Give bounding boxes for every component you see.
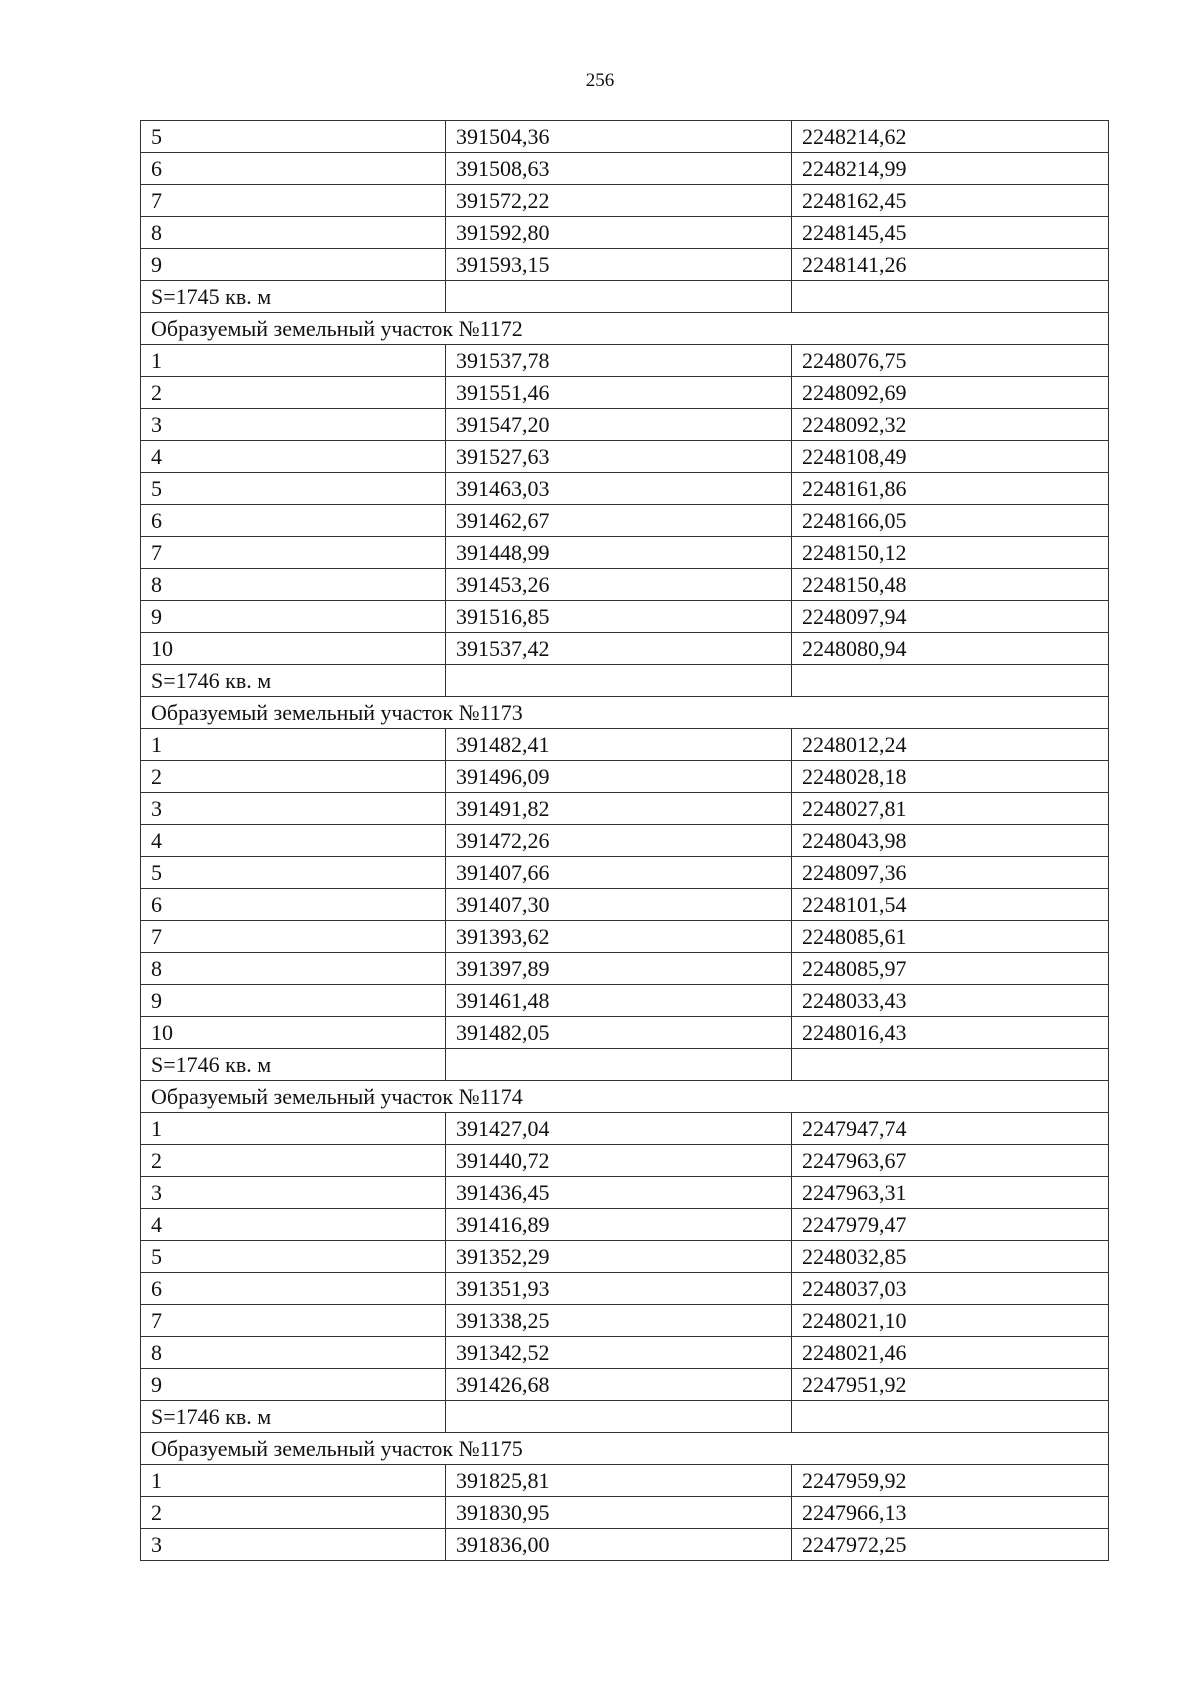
- x-coordinate-cell: 391482,41: [446, 729, 792, 761]
- table-row: [141, 569, 1109, 601]
- point-number-cell: 3: [141, 409, 446, 441]
- point-number-cell: 9: [141, 601, 446, 633]
- table-row: [141, 857, 1109, 889]
- plot-header-row: [141, 697, 1109, 729]
- point-number-cell: 1: [141, 345, 446, 377]
- point-number-cell: 1: [141, 1113, 446, 1145]
- area-row: [141, 281, 1109, 313]
- x-coordinate-cell: 391463,03: [446, 473, 792, 505]
- table-row: [141, 377, 1109, 409]
- x-coordinate-cell: 391593,15: [446, 249, 792, 281]
- point-number-cell: 1: [141, 1465, 446, 1497]
- y-coordinate-cell: 2248028,18: [792, 761, 1109, 793]
- plot-header-row: [141, 1433, 1109, 1465]
- x-coordinate-cell: 391527,63: [446, 441, 792, 473]
- plot-header-cell: Образуемый земельный участок №1175: [141, 1433, 1109, 1465]
- x-coordinate-cell: 391592,80: [446, 217, 792, 249]
- table-row: [141, 985, 1109, 1017]
- table-row: [141, 409, 1109, 441]
- table-row: [141, 1017, 1109, 1049]
- point-number-cell: 4: [141, 441, 446, 473]
- x-coordinate-cell: 391407,66: [446, 857, 792, 889]
- y-coordinate-cell: 2248214,99: [792, 153, 1109, 185]
- point-number-cell: 8: [141, 569, 446, 601]
- x-coordinate-cell: 391537,78: [446, 345, 792, 377]
- x-coordinate-cell: 391482,05: [446, 1017, 792, 1049]
- y-coordinate-cell: 2248080,94: [792, 633, 1109, 665]
- area-cell: S=1746 кв. м: [141, 1401, 446, 1433]
- y-coordinate-cell: 2248092,69: [792, 377, 1109, 409]
- table-row: [141, 185, 1109, 217]
- plot-header-cell: Образуемый земельный участок №1172: [141, 313, 1109, 345]
- table-row: [141, 1209, 1109, 1241]
- empty-cell: [792, 665, 1109, 697]
- y-coordinate-cell: 2247963,31: [792, 1177, 1109, 1209]
- x-coordinate-cell: 391504,36: [446, 121, 792, 153]
- y-coordinate-cell: 2247951,92: [792, 1369, 1109, 1401]
- y-coordinate-cell: 2248161,86: [792, 473, 1109, 505]
- table-row: [141, 1529, 1109, 1561]
- point-number-cell: 3: [141, 1177, 446, 1209]
- y-coordinate-cell: 2248166,05: [792, 505, 1109, 537]
- page-number: 256: [585, 70, 615, 91]
- table-row: [141, 1497, 1109, 1529]
- point-number-cell: 7: [141, 921, 446, 953]
- point-number-cell: 6: [141, 1273, 446, 1305]
- y-coordinate-cell: 2248097,94: [792, 601, 1109, 633]
- y-coordinate-cell: 2248092,32: [792, 409, 1109, 441]
- y-coordinate-cell: 2248101,54: [792, 889, 1109, 921]
- table-row: [141, 1177, 1109, 1209]
- y-coordinate-cell: 2248141,26: [792, 249, 1109, 281]
- y-coordinate-cell: 2247966,13: [792, 1497, 1109, 1529]
- y-coordinate-cell: 2248021,10: [792, 1305, 1109, 1337]
- point-number-cell: 5: [141, 857, 446, 889]
- table-row: [141, 953, 1109, 985]
- y-coordinate-cell: 2248016,43: [792, 1017, 1109, 1049]
- point-number-cell: 1: [141, 729, 446, 761]
- table-row: [141, 729, 1109, 761]
- x-coordinate-cell: 391491,82: [446, 793, 792, 825]
- table-row: [141, 921, 1109, 953]
- x-coordinate-cell: 391462,67: [446, 505, 792, 537]
- plot-header-row: [141, 1081, 1109, 1113]
- table-row: [141, 441, 1109, 473]
- y-coordinate-cell: 2248037,03: [792, 1273, 1109, 1305]
- y-coordinate-cell: 2247963,67: [792, 1145, 1109, 1177]
- table-row: [141, 249, 1109, 281]
- x-coordinate-cell: 391352,29: [446, 1241, 792, 1273]
- y-coordinate-cell: 2248108,49: [792, 441, 1109, 473]
- x-coordinate-cell: 391516,85: [446, 601, 792, 633]
- point-number-cell: 7: [141, 537, 446, 569]
- area-row: [141, 665, 1109, 697]
- y-coordinate-cell: 2248150,48: [792, 569, 1109, 601]
- point-number-cell: 6: [141, 889, 446, 921]
- point-number-cell: 10: [141, 633, 446, 665]
- x-coordinate-cell: 391397,89: [446, 953, 792, 985]
- table-row: [141, 889, 1109, 921]
- point-number-cell: 9: [141, 249, 446, 281]
- point-number-cell: 2: [141, 761, 446, 793]
- y-coordinate-cell: 2248150,12: [792, 537, 1109, 569]
- area-cell: S=1746 кв. м: [141, 665, 446, 697]
- table-row: [141, 345, 1109, 377]
- y-coordinate-cell: 2247947,74: [792, 1113, 1109, 1145]
- point-number-cell: 2: [141, 1497, 446, 1529]
- y-coordinate-cell: 2248085,61: [792, 921, 1109, 953]
- x-coordinate-cell: 391830,95: [446, 1497, 792, 1529]
- table-row: [141, 633, 1109, 665]
- table-row: [141, 537, 1109, 569]
- y-coordinate-cell: 2248162,45: [792, 185, 1109, 217]
- empty-cell: [446, 665, 792, 697]
- point-number-cell: 10: [141, 1017, 446, 1049]
- empty-cell: [446, 1401, 792, 1433]
- table-row: [141, 1369, 1109, 1401]
- point-number-cell: 5: [141, 1241, 446, 1273]
- plot-header-row: [141, 313, 1109, 345]
- y-coordinate-cell: 2248021,46: [792, 1337, 1109, 1369]
- table-row: [141, 761, 1109, 793]
- table-row: [141, 1113, 1109, 1145]
- x-coordinate-cell: 391436,45: [446, 1177, 792, 1209]
- table-row: [141, 153, 1109, 185]
- y-coordinate-cell: 2247979,47: [792, 1209, 1109, 1241]
- table-row: [141, 1241, 1109, 1273]
- table-row: [141, 825, 1109, 857]
- point-number-cell: 7: [141, 1305, 446, 1337]
- empty-cell: [792, 1401, 1109, 1433]
- x-coordinate-cell: 391537,42: [446, 633, 792, 665]
- x-coordinate-cell: 391547,20: [446, 409, 792, 441]
- point-number-cell: 8: [141, 953, 446, 985]
- point-number-cell: 9: [141, 1369, 446, 1401]
- y-coordinate-cell: 2247959,92: [792, 1465, 1109, 1497]
- x-coordinate-cell: 391426,68: [446, 1369, 792, 1401]
- x-coordinate-cell: 391407,30: [446, 889, 792, 921]
- table-row: [141, 1465, 1109, 1497]
- point-number-cell: 9: [141, 985, 446, 1017]
- plot-header-cell: Образуемый земельный участок №1173: [141, 697, 1109, 729]
- point-number-cell: 6: [141, 505, 446, 537]
- x-coordinate-cell: 391351,93: [446, 1273, 792, 1305]
- area-row: [141, 1401, 1109, 1433]
- table-row: [141, 1273, 1109, 1305]
- empty-cell: [792, 281, 1109, 313]
- point-number-cell: 3: [141, 793, 446, 825]
- point-number-cell: 5: [141, 473, 446, 505]
- table-row: [141, 1337, 1109, 1369]
- empty-cell: [792, 1049, 1109, 1081]
- y-coordinate-cell: 2248145,45: [792, 217, 1109, 249]
- table-row: [141, 1145, 1109, 1177]
- x-coordinate-cell: 391825,81: [446, 1465, 792, 1497]
- area-row: [141, 1049, 1109, 1081]
- point-number-cell: 4: [141, 825, 446, 857]
- empty-cell: [446, 281, 792, 313]
- x-coordinate-cell: 391453,26: [446, 569, 792, 601]
- x-coordinate-cell: 391342,52: [446, 1337, 792, 1369]
- table-row: [141, 217, 1109, 249]
- x-coordinate-cell: 391496,09: [446, 761, 792, 793]
- y-coordinate-cell: 2248033,43: [792, 985, 1109, 1017]
- x-coordinate-cell: 391461,48: [446, 985, 792, 1017]
- x-coordinate-cell: 391440,72: [446, 1145, 792, 1177]
- point-number-cell: 8: [141, 217, 446, 249]
- point-number-cell: 6: [141, 153, 446, 185]
- coordinates-table: [140, 120, 1109, 1561]
- y-coordinate-cell: 2247972,25: [792, 1529, 1109, 1561]
- y-coordinate-cell: 2248085,97: [792, 953, 1109, 985]
- point-number-cell: 4: [141, 1209, 446, 1241]
- table-row: [141, 121, 1109, 153]
- x-coordinate-cell: 391836,00: [446, 1529, 792, 1561]
- table-row: [141, 793, 1109, 825]
- x-coordinate-cell: 391472,26: [446, 825, 792, 857]
- point-number-cell: 7: [141, 185, 446, 217]
- coordinates-table-body: [141, 121, 1109, 1561]
- point-number-cell: 3: [141, 1529, 446, 1561]
- x-coordinate-cell: 391572,22: [446, 185, 792, 217]
- table-row: [141, 1305, 1109, 1337]
- x-coordinate-cell: 391338,25: [446, 1305, 792, 1337]
- point-number-cell: 2: [141, 1145, 446, 1177]
- x-coordinate-cell: 391416,89: [446, 1209, 792, 1241]
- x-coordinate-cell: 391427,04: [446, 1113, 792, 1145]
- table-row: [141, 505, 1109, 537]
- y-coordinate-cell: 2248076,75: [792, 345, 1109, 377]
- y-coordinate-cell: 2248043,98: [792, 825, 1109, 857]
- point-number-cell: 2: [141, 377, 446, 409]
- y-coordinate-cell: 2248032,85: [792, 1241, 1109, 1273]
- x-coordinate-cell: 391508,63: [446, 153, 792, 185]
- x-coordinate-cell: 391448,99: [446, 537, 792, 569]
- y-coordinate-cell: 2248097,36: [792, 857, 1109, 889]
- x-coordinate-cell: 391551,46: [446, 377, 792, 409]
- y-coordinate-cell: 2248027,81: [792, 793, 1109, 825]
- point-number-cell: 8: [141, 1337, 446, 1369]
- table-row: [141, 601, 1109, 633]
- point-number-cell: 5: [141, 121, 446, 153]
- y-coordinate-cell: 2248012,24: [792, 729, 1109, 761]
- area-cell: S=1745 кв. м: [141, 281, 446, 313]
- table-row: [141, 473, 1109, 505]
- empty-cell: [446, 1049, 792, 1081]
- plot-header-cell: Образуемый земельный участок №1174: [141, 1081, 1109, 1113]
- x-coordinate-cell: 391393,62: [446, 921, 792, 953]
- area-cell: S=1746 кв. м: [141, 1049, 446, 1081]
- y-coordinate-cell: 2248214,62: [792, 121, 1109, 153]
